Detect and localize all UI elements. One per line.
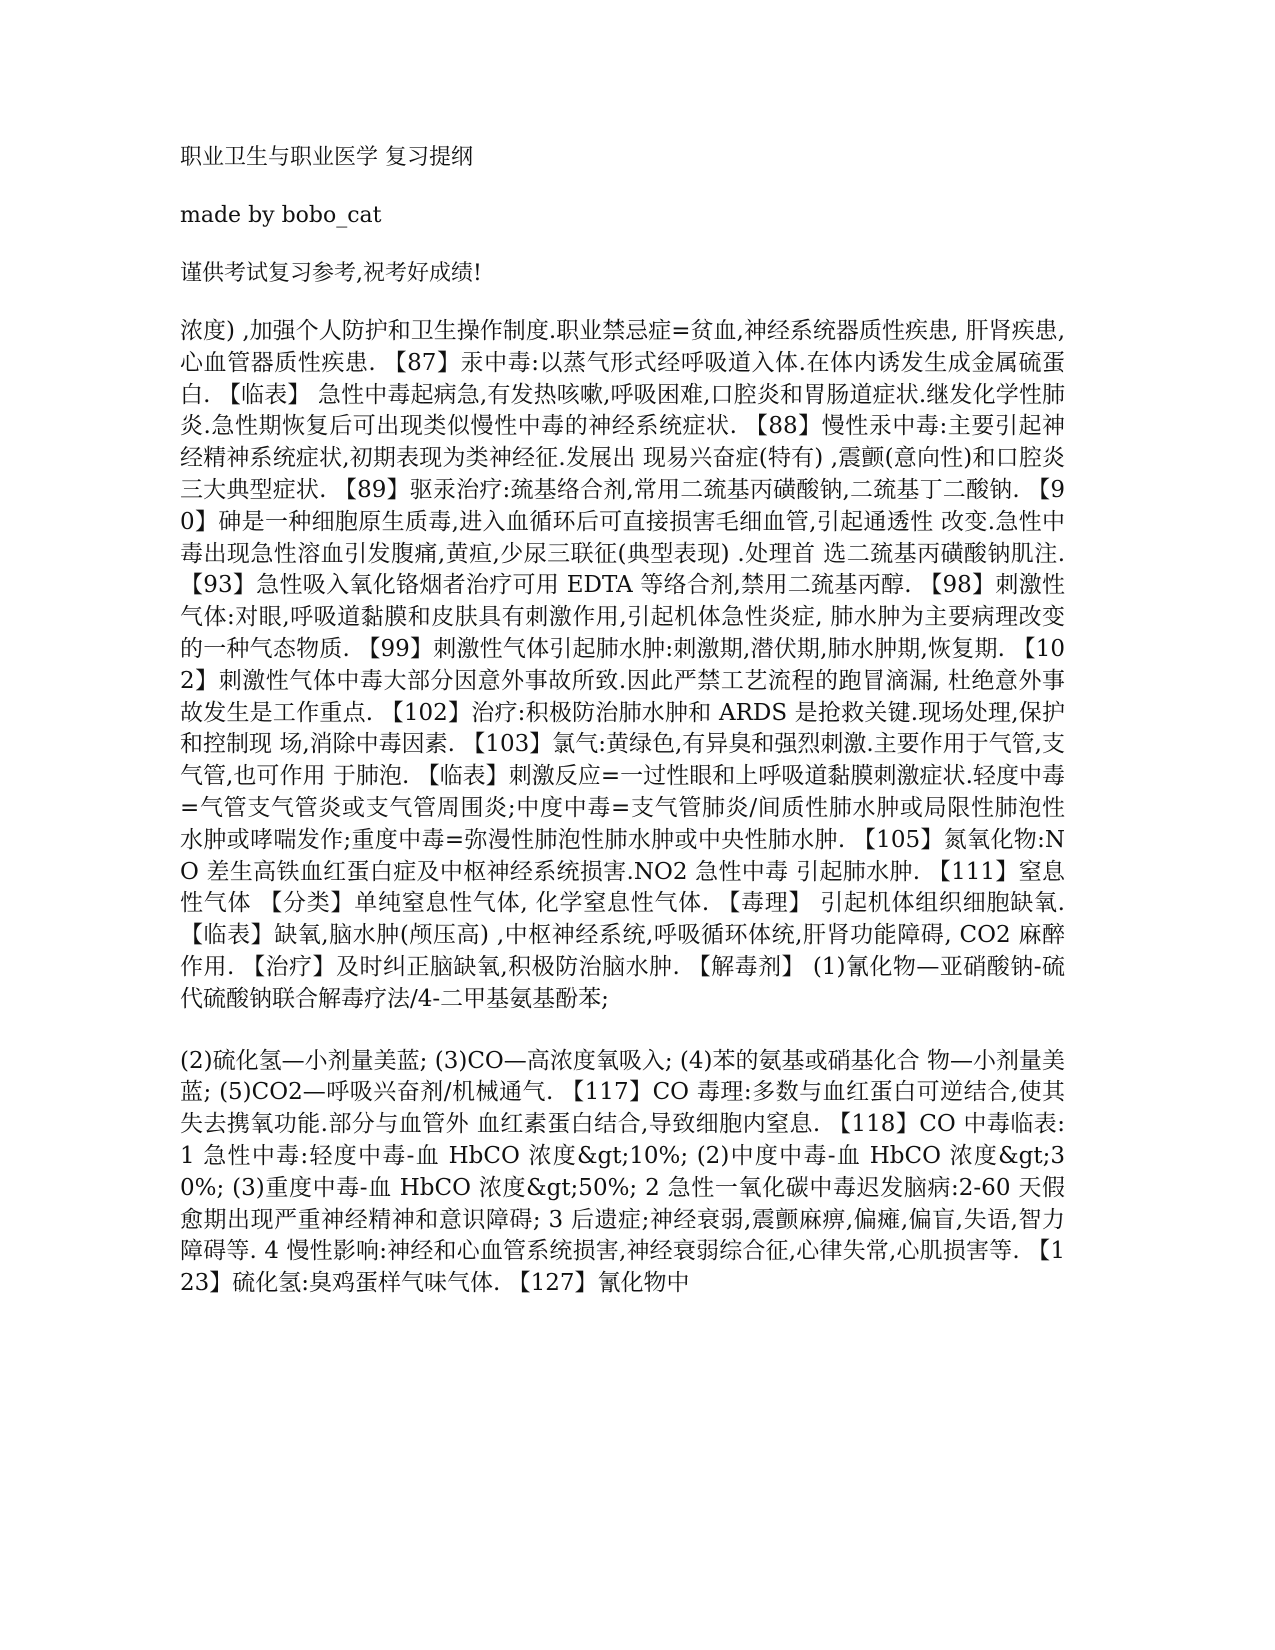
body-paragraph-1: 浓度) ,加强个人防护和卫生操作制度.职业禁忌症=贫血,神经系统器质性疾患, 肝肾疾患,心血管器质性疾患. 【87】汞中毒:以蒸气形式经呼吸道入体.在体内诱发生成金属硫蛋白. 【临表】 急性中毒起病急,有发热咳嗽,呼吸困难,口腔炎和胃肠道症状.继发化学性肺 炎.急性期恢复后可出现类似慢性中毒的神经系统症状. 【88】慢性汞中毒:主要引起神经精神系统症状,初期表现为类神经征.发展出 现易兴奋症(特有) ,震颤(意向性)和口腔炎三大典型症状. 【89】驱汞治疗:巯基络合剂,常用二巯基丙磺酸钠,二巯基丁二酸钠. 【90】砷是一种细胞原生质毒,进入血循环后可直接损害毛细血管,引起通透性 改变.急性中毒出现急性溶血引发腹痛,黄疸,少尿三联征(典型表现) .处理首 选二巯基丙磺酸钠肌注. 【93】急性吸入氧化铬烟者治疗可用 EDTA 等络合剂,禁用二巯基丙醇. 【98】刺激性气体:对眼,呼吸道黏膜和皮肤具有刺激作用,引起机体急性炎症, 肺水肿为主要病理改变的一种气态物质. 【99】刺激性气体引起肺水肿:刺激期,潜伏期,肺水肿期,恢复期. 【102】刺激性气体中毒大部分因意外事故所致.因此严禁工艺流程的跑冒滴漏, 杜绝意外事故发生是工作重点. 【102】治疗:积极防治肺水肿和 ARDS 是抢救关键.现场处理,保护和控制现 场,消除中毒因素. 【103】氯气:黄绿色,有异臭和强烈刺激.主要作用于气管,支气管,也可作用 于肺泡. 【临表】刺激反应=一过性眼和上呼吸道黏膜刺激症状.轻度中毒=气管支气管炎或支气管周围炎;中度中毒=支气管肺炎/间质性肺水肿或局限性肺泡性 水肿或哮喘发作;重度中毒=弥漫性肺泡性肺水肿或中央性肺水肿. 【105】氮氧化物:NO 差生高铁血红蛋白症及中枢神经系统损害.NO2 急性中毒 引起肺水肿. 【111】窒息性气体 【分类】单纯窒息性气体, 化学窒息性气体. 【毒理】 引起机体组织细胞缺氧. 【临表】缺氧,脑水肿(颅压高) ,中枢神经系统,呼吸循环体统,肝肾功能障碍, CO2 麻醉作用. 【治疗】及时纠正脑缺氧,积极防治脑水肿. 【解毒剂】 (1)氰化物—亚硝酸钠-硫代硫酸钠联合解毒疗法/4-二甲基氨基酚苯; [180, 318, 1065, 1012]
body-paragraph-2: (2)硫化氢—小剂量美蓝; (3)CO—高浓度氧吸入; (4)苯的氨基或硝基化合 物—小剂量美蓝; (5)CO2—呼吸兴奋剂/机械通气. 【117】CO 毒理:多数与血红蛋白可逆结合,使其失去携氧功能.部分与血管外 血红素蛋白结合,导致细胞内窒息. 【118】CO 中毒临表: 1 急性中毒:轻度中毒-血 HbCO 浓度&gt;10%; (2)中度中毒-血 HbCO 浓度&gt;30%; (3)重度中毒-血 HbCO 浓度&gt;50%; 2 急性一氧化碳中毒迟发脑病:2-60 天假愈期出现严重神经精神和意识障碍; 3 后遗症;神经衰弱,震颤麻痹,偏瘫,偏盲,失语,智力障碍等. 4 慢性影响:神经和心血管系统损害,神经衰弱综合征,心律失常,心肌损害等. 【123】硫化氢:臭鸡蛋样气味气体. 【127】氰化物中 [180, 1047, 1065, 1297]
document-body [180, 142, 1065, 1300]
author-line: made by bobo_cat [180, 203, 382, 228]
document-title: 职业卫生与职业医学 复习提纲 [180, 145, 473, 170]
note-line: 谨供考试复习参考,祝考好成绩! [180, 261, 482, 286]
